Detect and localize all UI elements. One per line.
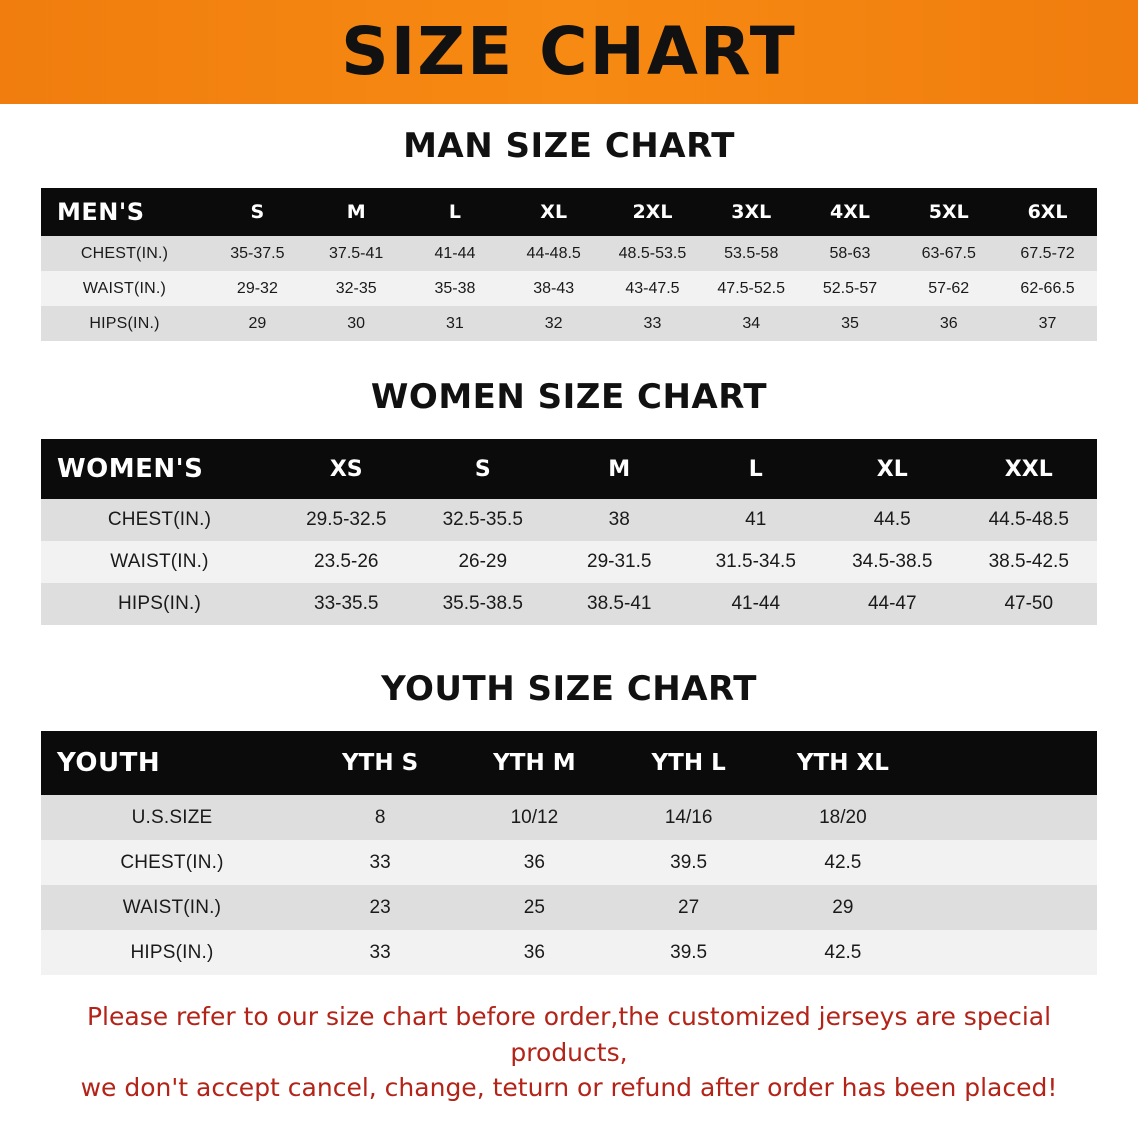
youth-col-header: YTH XL — [796, 750, 889, 776]
table-row — [41, 795, 1097, 840]
man-cell: 67.5-72 — [1020, 244, 1075, 262]
table-row — [41, 541, 1097, 583]
women-cell: 41-44 — [731, 593, 781, 614]
youth-cell: 8 — [374, 806, 386, 828]
youth-col-header: YTH S — [342, 750, 419, 776]
man-cell: 30 — [347, 314, 366, 332]
women-table-body — [41, 499, 1097, 625]
man-corner-label: MEN'S — [57, 198, 145, 226]
table-row — [41, 306, 1097, 341]
youth-size-table-wrapper — [41, 731, 1097, 975]
women-col-header: XXL — [1004, 456, 1053, 482]
youth-cell: 39.5 — [670, 851, 708, 873]
youth-cell: 42.5 — [824, 851, 862, 873]
women-cell: 33-35.5 — [314, 593, 379, 614]
women-cell: 29.5-32.5 — [306, 509, 387, 530]
man-col-header: S — [250, 201, 265, 223]
women-col-header: XS — [329, 456, 363, 482]
youth-corner-label: YOUTH — [57, 748, 161, 778]
youth-row-label: CHEST(IN.) — [120, 851, 224, 873]
man-col-header: 5XL — [928, 201, 969, 223]
man-cell: 37.5-41 — [329, 244, 384, 262]
man-cell: 43-47.5 — [625, 279, 680, 297]
footer-note — [64, 999, 1074, 1106]
man-cell: 29-32 — [236, 279, 278, 297]
youth-cell: 33 — [369, 851, 391, 873]
man-row-label: WAIST(IN.) — [82, 279, 167, 297]
women-cell: 44-47 — [867, 593, 917, 614]
man-col-header: L — [448, 201, 461, 223]
women-row-label: WAIST(IN.) — [110, 551, 209, 572]
women-cell: 41 — [745, 509, 767, 530]
youth-cell: 27 — [678, 896, 700, 918]
man-cell: 53.5-58 — [724, 244, 779, 262]
man-cell: 29 — [248, 314, 267, 332]
man-col-header: XL — [540, 201, 568, 223]
man-cell: 63-67.5 — [921, 244, 976, 262]
youth-cell-spacer — [920, 795, 1097, 840]
women-col-header: XL — [876, 456, 908, 482]
women-row-label: CHEST(IN.) — [107, 509, 212, 530]
man-cell: 52.5-57 — [822, 279, 878, 297]
women-size-table-wrapper — [41, 439, 1097, 625]
man-cell: 36 — [939, 314, 958, 332]
man-table-head — [41, 188, 1097, 236]
table-row — [41, 885, 1097, 930]
women-cell: 44.5 — [873, 509, 911, 530]
table-row — [41, 840, 1097, 885]
youth-row-label: U.S.SIZE — [131, 806, 213, 828]
man-table-body — [41, 236, 1097, 341]
youth-cell-spacer — [920, 840, 1097, 885]
women-col-header: L — [748, 456, 763, 482]
man-cell: 31 — [446, 314, 464, 332]
man-size-table — [41, 188, 1097, 341]
women-cell: 38.5-42.5 — [988, 551, 1069, 572]
man-cell: 32-35 — [335, 279, 377, 297]
women-corner-label: WOMEN'S — [57, 454, 204, 484]
footer-note-line-2: we don't accept cancel, change, teturn or refund after order has been placed! — [80, 1073, 1058, 1102]
women-cell: 47-50 — [1004, 593, 1054, 614]
women-table-head — [41, 439, 1097, 499]
man-cell: 38-43 — [533, 279, 575, 297]
women-section-title: WOMEN SIZE CHART — [370, 377, 768, 417]
youth-row-label: HIPS(IN.) — [130, 941, 214, 963]
women-cell: 31.5-34.5 — [715, 551, 796, 572]
man-section-title: MAN SIZE CHART — [403, 126, 735, 166]
women-col-header: M — [608, 456, 631, 482]
youth-section-title: YOUTH SIZE CHART — [381, 669, 757, 709]
women-cell: 26-29 — [458, 551, 508, 572]
table-row — [41, 271, 1097, 306]
women-cell: 23.5-26 — [314, 551, 379, 572]
man-cell: 35-38 — [434, 279, 476, 297]
youth-cell: 36 — [523, 851, 545, 873]
women-cell: 32.5-35.5 — [442, 509, 523, 530]
women-cell: 34.5-38.5 — [852, 551, 933, 572]
man-row-label: HIPS(IN.) — [89, 314, 160, 332]
man-col-header: M — [346, 201, 366, 223]
table-header-row — [41, 188, 1097, 236]
man-col-header: 3XL — [731, 201, 772, 223]
youth-col-header: YTH L — [651, 750, 726, 776]
women-cell: 38 — [608, 509, 630, 530]
header-banner — [0, 0, 1138, 104]
man-cell: 44-48.5 — [526, 244, 581, 262]
man-cell: 58-63 — [829, 244, 871, 262]
table-row — [41, 583, 1097, 625]
youth-col-spacer — [920, 731, 1097, 795]
youth-table-head — [41, 731, 1097, 795]
man-cell: 35 — [841, 314, 859, 332]
youth-cell: 29 — [832, 896, 854, 918]
youth-col-header: YTH M — [493, 750, 576, 776]
youth-cell: 18/20 — [819, 806, 867, 828]
man-col-header: 4XL — [829, 201, 870, 223]
women-cell: 38.5-41 — [587, 593, 652, 614]
table-row — [41, 236, 1097, 271]
youth-cell-spacer — [920, 930, 1097, 975]
man-cell: 32 — [544, 314, 563, 332]
man-cell: 34 — [742, 314, 761, 332]
youth-cell: 39.5 — [670, 941, 708, 963]
man-col-header: 2XL — [632, 201, 673, 223]
man-row-label: CHEST(IN.) — [80, 244, 169, 262]
man-cell: 33 — [643, 314, 662, 332]
youth-cell: 33 — [369, 941, 391, 963]
man-cell: 37 — [1038, 314, 1057, 332]
youth-table-body — [41, 795, 1097, 975]
youth-size-table — [41, 731, 1097, 975]
man-cell: 48.5-53.5 — [618, 244, 687, 262]
women-cell: 29-31.5 — [587, 551, 652, 572]
youth-cell: 25 — [523, 896, 545, 918]
table-header-row — [41, 731, 1097, 795]
man-cell: 35-37.5 — [230, 244, 285, 262]
youth-cell: 23 — [369, 896, 391, 918]
women-cell: 35.5-38.5 — [442, 593, 523, 614]
man-size-table-wrapper — [41, 188, 1097, 341]
youth-cell: 10/12 — [510, 806, 559, 828]
women-size-table — [41, 439, 1097, 625]
women-col-header: S — [474, 456, 491, 482]
table-header-row — [41, 439, 1097, 499]
table-row — [41, 499, 1097, 541]
page-title: SIZE CHART — [341, 13, 797, 90]
youth-cell-spacer — [920, 885, 1097, 930]
man-cell: 41-44 — [434, 244, 476, 262]
footer-note-line-1: Please refer to our size chart before order,the customized jerseys are special products, — [86, 1002, 1052, 1067]
women-row-label: HIPS(IN.) — [117, 593, 202, 614]
man-col-header: 6XL — [1027, 201, 1068, 223]
man-cell: 62-66.5 — [1020, 279, 1075, 297]
man-cell: 57-62 — [928, 279, 970, 297]
youth-cell: 42.5 — [824, 941, 862, 963]
table-row — [41, 930, 1097, 975]
youth-cell: 14/16 — [664, 806, 713, 828]
youth-cell: 36 — [523, 941, 545, 963]
man-cell: 47.5-52.5 — [717, 279, 786, 297]
youth-row-label: WAIST(IN.) — [122, 896, 222, 918]
women-cell: 44.5-48.5 — [988, 509, 1069, 530]
